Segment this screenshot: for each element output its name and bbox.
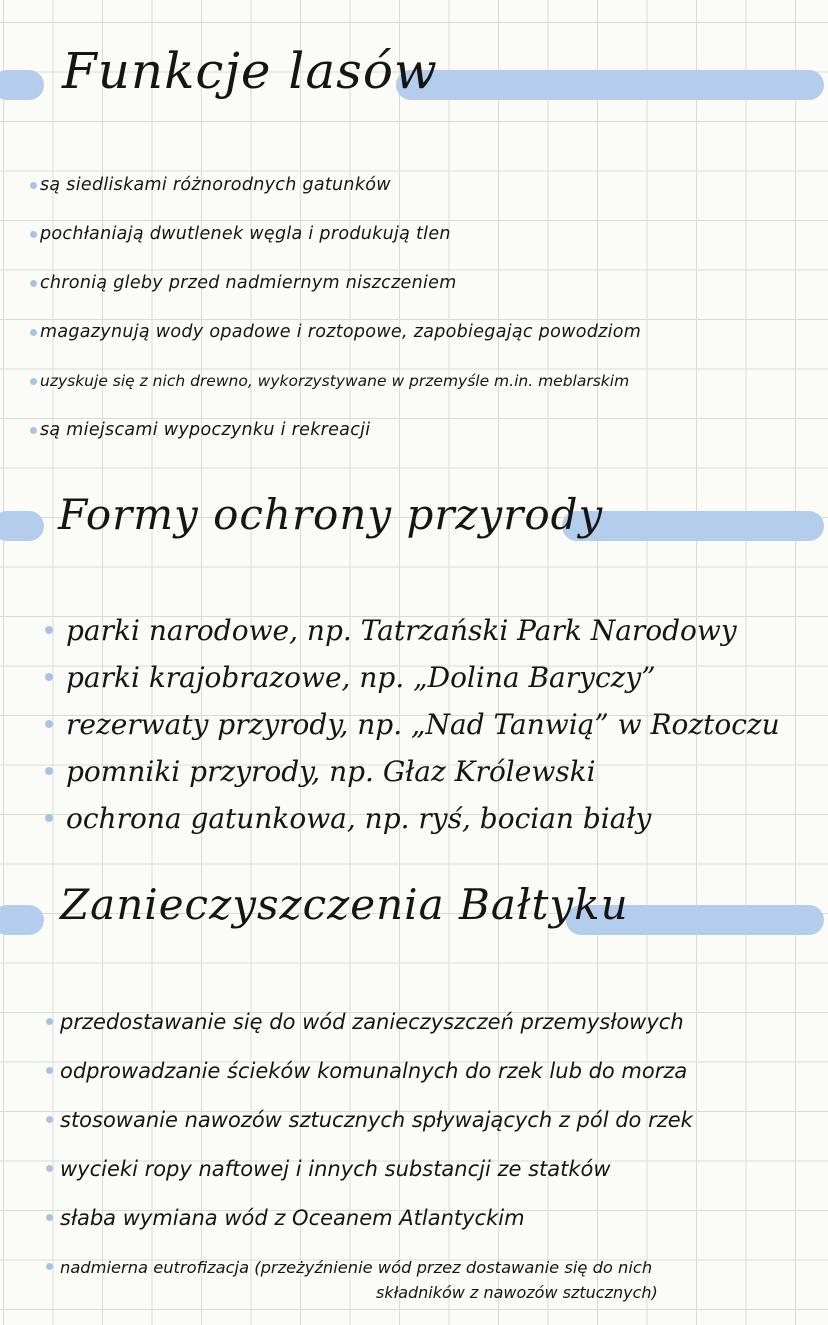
bullet-dot (46, 1263, 53, 1270)
highlight-right-marker (396, 70, 824, 100)
list-item: parki narodowe, np. Tatrzański Park Narodowy (0, 607, 780, 654)
bullet-dot (45, 673, 53, 681)
bullet-dot (46, 1165, 53, 1172)
bullet-dot (30, 280, 37, 287)
list-item: parki krajobrazowe, np. „Dolina Baryczy” (0, 654, 780, 701)
list-item: słaba wymiana wód z Oceanem Atlantyckim (0, 1194, 693, 1243)
list-item: nadmierna eutrofizacja (przeżyźnienie wód przez dostawanie się do nich (0, 1243, 693, 1292)
list-item: wycieki ropy naftowej i innych substancji ze statków (0, 1145, 693, 1194)
section-heading: Zanieczyszczenia Bałtyku (60, 880, 629, 929)
list-item: są siedliskami różnorodnych gatunków (0, 161, 641, 210)
bullet-dot (46, 1018, 53, 1025)
list-item: pomniki przyrody, np. Głaz Królewski (0, 748, 780, 795)
bullet-dot (30, 329, 37, 336)
bullet-list (0, 998, 693, 1292)
bullet-dot (30, 427, 37, 434)
section-heading: Funkcje lasów (62, 42, 438, 100)
bullet-dot (30, 182, 37, 189)
list-item: przedostawanie się do wód zanieczyszczeń przemysłowych (0, 998, 693, 1047)
list-item: rezerwaty przyrody, np. „Nad Tanwią” w Roztoczu (0, 701, 780, 748)
list-item: chronią gleby przed nadmiernym niszczeniem (0, 259, 641, 308)
bullet-dot (45, 720, 53, 728)
highlight-left-marker (0, 511, 44, 541)
highlight-left-marker (0, 70, 44, 100)
bullet-dot (46, 1067, 53, 1074)
bullet-dot (30, 378, 37, 385)
bullet-list (0, 161, 641, 455)
list-item-continuation: składników z nawozów sztucznych) (376, 1283, 658, 1302)
list-item: są miejscami wypoczynku i rekreacji (0, 406, 641, 455)
list-item: uzyskuje się z nich drewno, wykorzystywane w przemyśle m.in. meblarskim (0, 357, 641, 406)
list-item: odprowadzanie ścieków komunalnych do rzek lub do morza (0, 1047, 693, 1096)
list-item: pochłaniają dwutlenek węgla i produkują tlen (0, 210, 641, 259)
bullet-dot (45, 767, 53, 775)
bullet-dot (45, 626, 53, 634)
list-item: stosowanie nawozów sztucznych spływających z pól do rzek (0, 1096, 693, 1145)
bullet-dot (46, 1116, 53, 1123)
bullet-list (0, 607, 780, 842)
bullet-dot (45, 814, 53, 822)
list-item: ochrona gatunkowa, np. ryś, bocian biały (0, 795, 780, 842)
section-heading: Formy ochrony przyrody (58, 490, 604, 539)
list-item: magazynują wody opadowe i roztopowe, zapobiegając powodziom (0, 308, 641, 357)
highlight-left-marker (0, 905, 44, 935)
bullet-dot (46, 1214, 53, 1221)
bullet-dot (30, 231, 37, 238)
